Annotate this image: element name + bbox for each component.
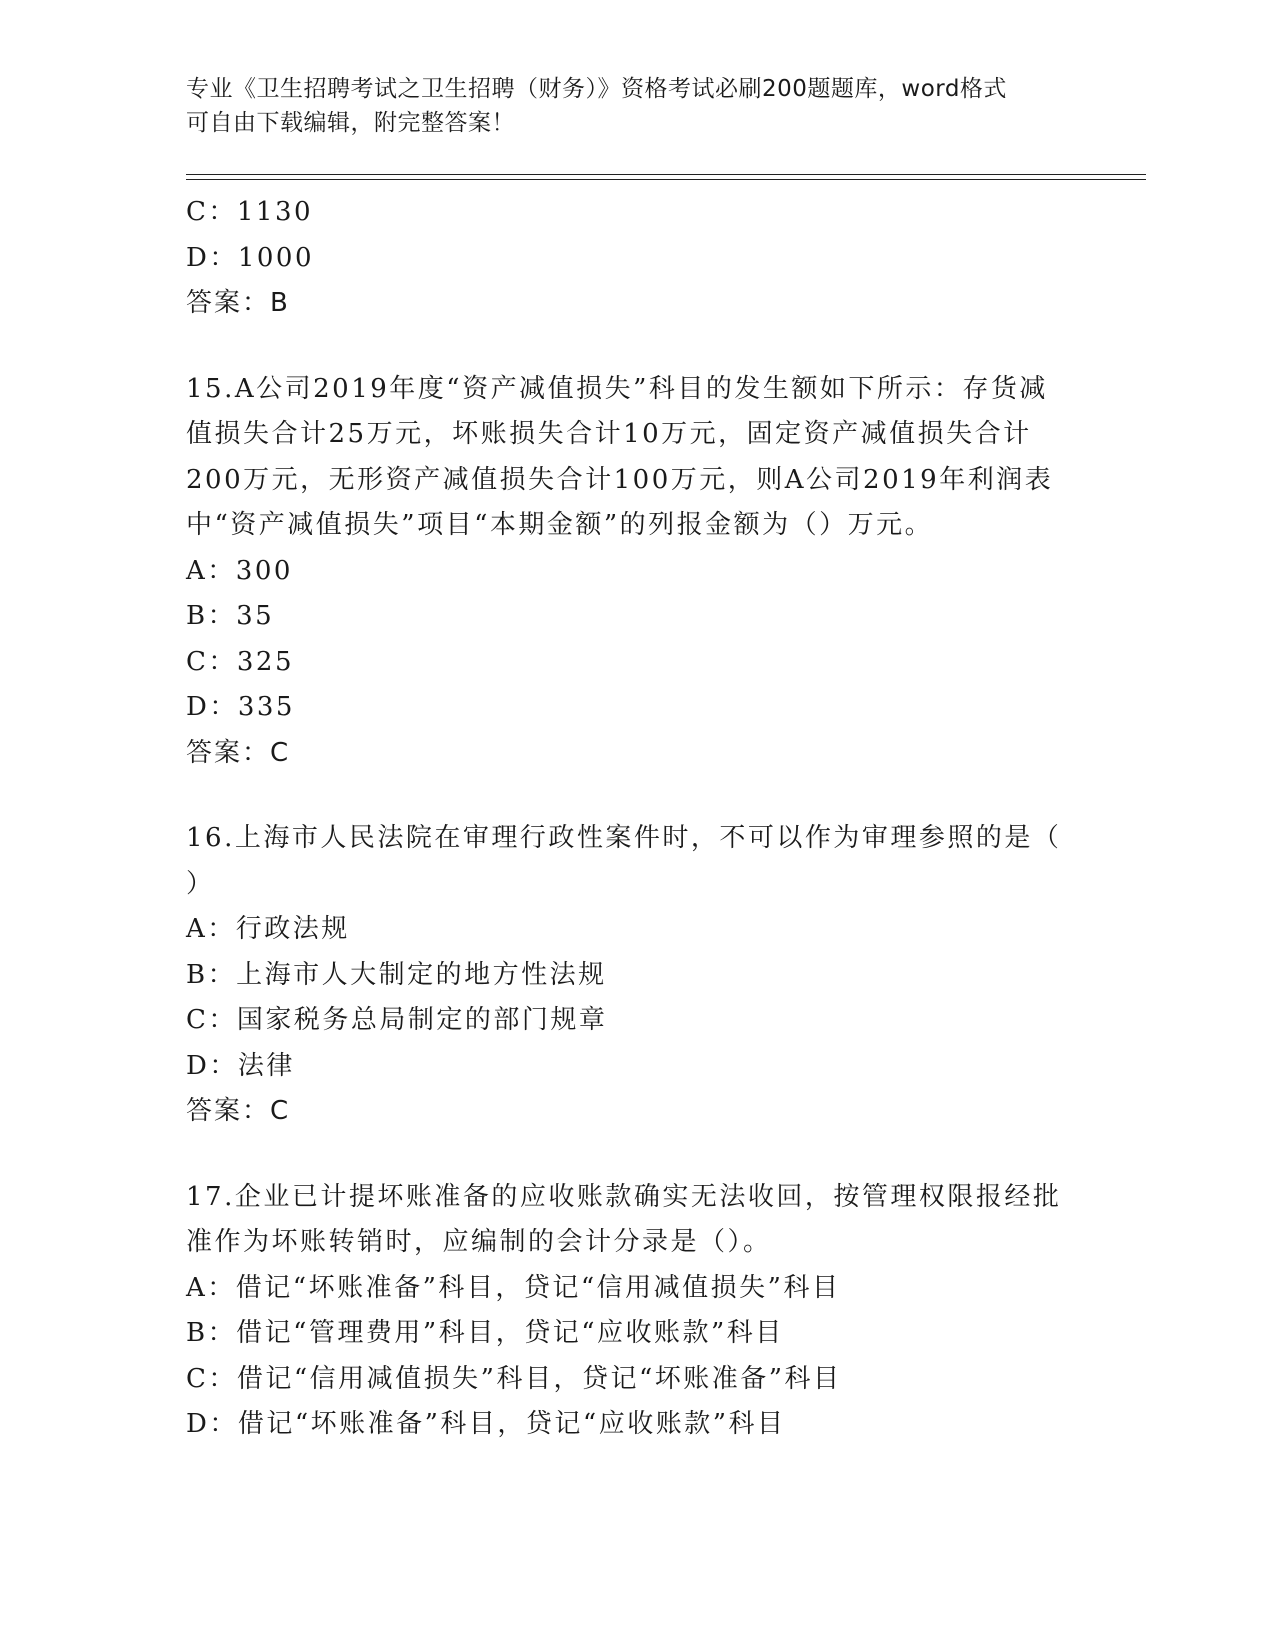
option-c: C：325 [186, 646, 295, 677]
option-d: D：法律 [186, 1050, 295, 1081]
question-stem-line: ） [186, 868, 215, 899]
option-a: A：借记“坏账准备”科目，贷记“信用减值损失”科目 [186, 1272, 841, 1303]
option-b: B：35 [186, 601, 275, 631]
header-divider-bottom [186, 179, 1146, 180]
answer-line: 答案：B [186, 288, 290, 318]
page-header [186, 72, 1066, 140]
carryover-block [186, 190, 1086, 327]
answer-line: 答案：C [186, 1096, 291, 1126]
question-content [186, 190, 1086, 1448]
option-b: B：上海市人大制定的地方性法规 [186, 959, 607, 990]
question-stem-line: 值损失合计25万元，坏账损失合计10万元，固定资产减值损失合计 [186, 419, 1032, 449]
option-d: D：1000 [186, 242, 315, 273]
option-a: A：行政法规 [186, 914, 350, 944]
question-15 [186, 367, 1086, 777]
header-title-line-1: 专业《卫生招聘考试之卫生招聘（财务）》资格考试必刷200题题库，word格式 [186, 76, 1007, 102]
question-stem-line: 16.上海市人民法院在审理行政性案件时，不可以作为审理参照的是（ [186, 823, 1062, 853]
question-stem-line: 准作为坏账转销时，应编制的会计分录是（）。 [186, 1227, 772, 1257]
option-c: C：1130 [186, 197, 314, 227]
question-16 [186, 816, 1086, 1135]
question-stem-line: 17.企业已计提坏账准备的应收账款确实无法收回，按管理权限报经批 [186, 1181, 1062, 1212]
header-divider-top [186, 174, 1146, 175]
option-c: C：国家税务总局制定的部门规章 [186, 1005, 608, 1035]
option-c: C：借记“信用减值损失”科目，贷记“坏账准备”科目 [186, 1363, 842, 1394]
option-a: A：300 [186, 555, 293, 586]
question-17 [186, 1175, 1086, 1448]
header-title-line-2: 可自由下载编辑，附完整答案！ [186, 110, 515, 136]
option-d: D：335 [186, 692, 295, 722]
question-stem-line: 15.A公司2019年度“资产减值损失”科目的发生额如下所示：存货减 [186, 373, 1048, 404]
option-d: D：借记“坏账准备”科目，贷记“应收账款”科目 [186, 1409, 786, 1439]
question-stem-line: 200万元，无形资产减值损失合计100万元，则A公司2019年利润表 [186, 464, 1054, 495]
question-stem-line: 中“资产减值损失”项目“本期金额”的列报金额为（）万元。 [186, 510, 934, 540]
answer-line: 答案：C [186, 737, 291, 768]
option-b: B：借记“管理费用”科目，贷记“应收账款”科目 [186, 1318, 784, 1348]
